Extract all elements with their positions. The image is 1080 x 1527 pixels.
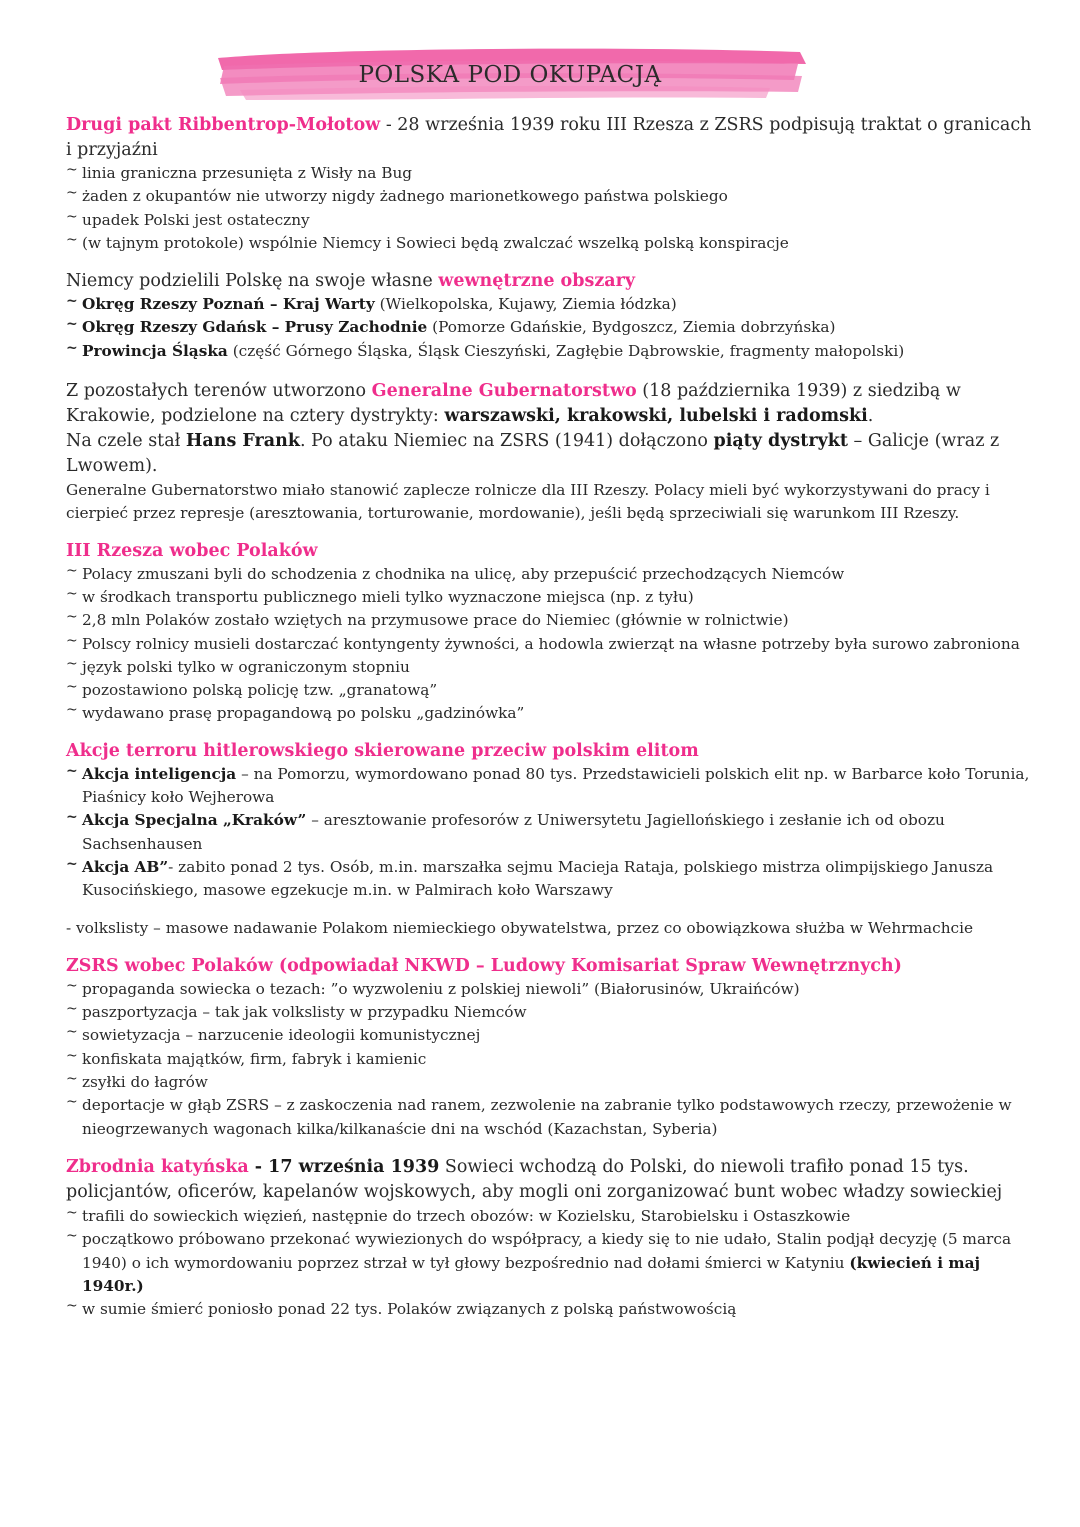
- list-item: ~ zsyłki do łagrów: [66, 1071, 1036, 1094]
- item-text: (Pomorze Gdańskie, Bydgoszcz, Ziemia dobrzyńska): [427, 318, 836, 337]
- list-item: ~ sowietyzacja – narzucenie ideologii komunistycznej: [66, 1024, 1036, 1047]
- pakt-lead: [66, 113, 1036, 163]
- list-item: ~ deportacje w głąb ZSRS – z zaskoczenia nad ranem, zezwolenie na zabranie tylko podstawowych rzeczy, przewożenie w nieogrzewanych wagonach kilka/kilkanaście dni na wschód (Kazachstan, Syberia): [66, 1094, 1036, 1141]
- list-item: [66, 1228, 1036, 1298]
- bold-term: Hans Frank: [185, 431, 300, 452]
- list-item: ~ upadek Polski jest ostateczny: [66, 209, 1036, 232]
- section-katyn: [66, 1155, 1036, 1321]
- list-item: ~ żaden z okupantów nie utworzy nigdy żadnego marionetkowego państwa polskiego: [66, 185, 1036, 208]
- lead-text: Sowieci wchodzą do Polski, do niewoli trafiło ponad 15 tys. policjantów, oficerów, kapelanów wojskowych, aby mogli oni zorganizować bunt wobec władzy sowieckiej: [66, 1156, 1003, 1202]
- highlight-text: Generalne Gubernatorstwo: [371, 381, 637, 402]
- list-item: [66, 763, 1036, 810]
- section-heading: Drugi pakt Ribbentrop-Mołotow: [66, 115, 381, 135]
- katyn-lead: [66, 1155, 1036, 1205]
- item-text: – na Pomorzu, wymordowano ponad 80 tys. Przedstawicieli polskich elit np. w Barbarce koło Torunia, Piaśnicy koło Wejherowa: [82, 764, 1030, 807]
- bold-term: - 17 września 1939: [248, 1156, 440, 1177]
- list-item: [66, 316, 1036, 339]
- section-zsrs: [66, 954, 1036, 1141]
- text: – Galicje (wraz z Lwowem).: [66, 431, 1000, 477]
- section-akcje: [66, 739, 1036, 940]
- list-item: ~ w sumie śmierć poniosło ponad 22 tys. Polaków związanych z polską państwowością: [66, 1298, 1036, 1321]
- list-item: ~ Polacy zmuszani byli do schodzenia z chodnika na ulicę, aby przepuścić przechodzących Niemców: [66, 563, 1036, 586]
- list-item: [66, 809, 1036, 856]
- gg-paragraph: [66, 379, 1036, 429]
- section-heading: ZSRS wobec Polaków (odpowiadał NKWD – Ludowy Komisariat Spraw Wewnętrznych): [66, 955, 902, 976]
- gg-paragraph-2: [66, 429, 1036, 479]
- volkslisty-text: - volkslisty – masowe nadawanie Polakom niemieckiego obywatelstwa, przez co obowiązkowa służba w Wehrmachcie: [66, 918, 974, 937]
- item-text: (Wielkopolska, Kujawy, Ziemia łódzka): [374, 295, 677, 314]
- text: .: [867, 406, 874, 427]
- text: (18 października 1939) z siedzibą w Krakowie, podzielone na cztery dystrykty:: [66, 381, 961, 427]
- text: Na czele stał: [66, 431, 186, 452]
- bold-term: Okręg Rzeszy Poznań – Kraj Warty: [82, 295, 375, 314]
- highlight-text: wewnętrzne obszary: [438, 271, 635, 292]
- list-item: ~ konfiskata majątków, firm, fabryk i kamienic: [66, 1048, 1036, 1071]
- list-item: ~ paszportyzacja – tak jak volkslisty w przypadku Niemców: [66, 1001, 1036, 1024]
- item-text: początkowo próbowano przekonać wywiezionych do współpracy, a kiedy się to nie udało, Stalin podjął decyzję (5 marca 1940) o ich wymordowaniu poprzez strzał w tył głowy bezpośrednio nad dołami śmierci w Katyniu: [82, 1230, 1012, 1272]
- bold-term: Prowincja Śląska: [82, 341, 228, 360]
- page-title: POLSKA POD OKUPACJĄ: [358, 62, 662, 88]
- section-heading: Zbrodnia katyńska: [66, 1156, 249, 1177]
- list-item: ~ linia graniczna przesunięta z Wisły na Bug: [66, 162, 1036, 185]
- gg-note: Generalne Gubernatorstwo miało stanowić zaplecze rolnicze dla III Rzeszy. Polacy mieli być wykorzystywani do pracy i cierpieć przez represje (aresztowania, torturowanie, mordowanie), jeśli będą sprzeciwiali się warunkom III Rzeszy.: [66, 481, 990, 523]
- lead-text: - 28 września 1939 roku III Rzesza z ZSRS podpisują traktat o granicach i przyjaźni: [66, 115, 1032, 160]
- list-item: [66, 856, 1036, 903]
- list-item: ~ trafili do sowieckich więzień, następnie do trzech obozów: w Kozielsku, Starobielsku i Ostaszkowie: [66, 1205, 1036, 1228]
- list-item: ~ propaganda sowiecka o tezach: ”o wyzwoleniu z polskiej niewoli” (Białorusinów, Ukraińców): [66, 978, 1036, 1001]
- list-item: ~ Polscy rolnicy musieli dostarczać kontyngenty żywności, a hodowla zwierząt na własne potrzeby była surowo zabroniona: [66, 633, 1036, 656]
- obszary-lead: [66, 269, 1036, 294]
- section-gg: [66, 379, 1036, 526]
- lead-text: Niemcy podzielili Polskę na swoje własne: [66, 271, 439, 292]
- list-item: ~ wydawano prasę propagandową po polsku „gadzinówka”: [66, 702, 1036, 725]
- list-item: ~ w środkach transportu publicznego mieli tylko wyznaczone miejsca (np. z tyłu): [66, 586, 1036, 609]
- list-item: [66, 293, 1036, 316]
- item-text: – aresztowanie profesorów z Uniwersytetu Jagiellońskiego i zesłanie ich od obozu Sachsenhausen: [82, 811, 945, 853]
- list-item: ~ (w tajnym protokole) wspólnie Niemcy i Sowieci będą zwalczać wszelką polską konspiracje: [66, 232, 1036, 255]
- section-heading: Akcje terroru hitlerowskiego skierowane przeciw polskim elitom: [66, 740, 699, 761]
- list-item: ~ pozostawiono polską policję tzw. „granatową”: [66, 679, 1036, 702]
- bold-term: Akcja inteligencja: [82, 764, 237, 783]
- bold-term: Akcja AB”: [82, 857, 169, 876]
- item-text: - zabito ponad 2 tys. Osób, m.in. marszałka sejmu Macieja Rataja, polskiego mistrza olimpijskiego Janusza Kusocińskiego, masowe egzekucje m.in. w Palmirach koło Warszawy: [82, 857, 994, 900]
- text: Z pozostałych terenów utworzono: [66, 381, 372, 402]
- list-item: [66, 340, 1036, 363]
- section-pakt: [66, 113, 1036, 255]
- bold-term: piąty dystrykt: [713, 431, 848, 452]
- item-text: (część Górnego Śląska, Śląsk Cieszyński, Zagłębie Dąbrowskie, fragmenty małopolski): [227, 341, 905, 360]
- section-obszary: [66, 269, 1036, 363]
- list-item: ~ 2,8 mln Polaków zostało wziętych na przymusowe prace do Niemiec (głównie w rolnictwie): [66, 609, 1036, 632]
- bold-term: warszawski, krakowski, lubelski i radomski: [444, 406, 868, 427]
- bold-term: Okręg Rzeszy Gdańsk – Prusy Zachodnie: [82, 318, 428, 337]
- section-heading: III Rzesza wobec Polaków: [66, 540, 318, 561]
- list-item: ~ język polski tylko w ograniczonym stopniu: [66, 656, 1036, 679]
- bold-term: Akcja Specjalna „Kraków”: [82, 811, 307, 830]
- section-rzesza: [66, 539, 1036, 726]
- text: . Po ataku Niemiec na ZSRS (1941) dołączono: [299, 431, 714, 452]
- content: [66, 113, 1036, 1321]
- bold-term: (kwiecień i maj 1940r.): [82, 1253, 981, 1295]
